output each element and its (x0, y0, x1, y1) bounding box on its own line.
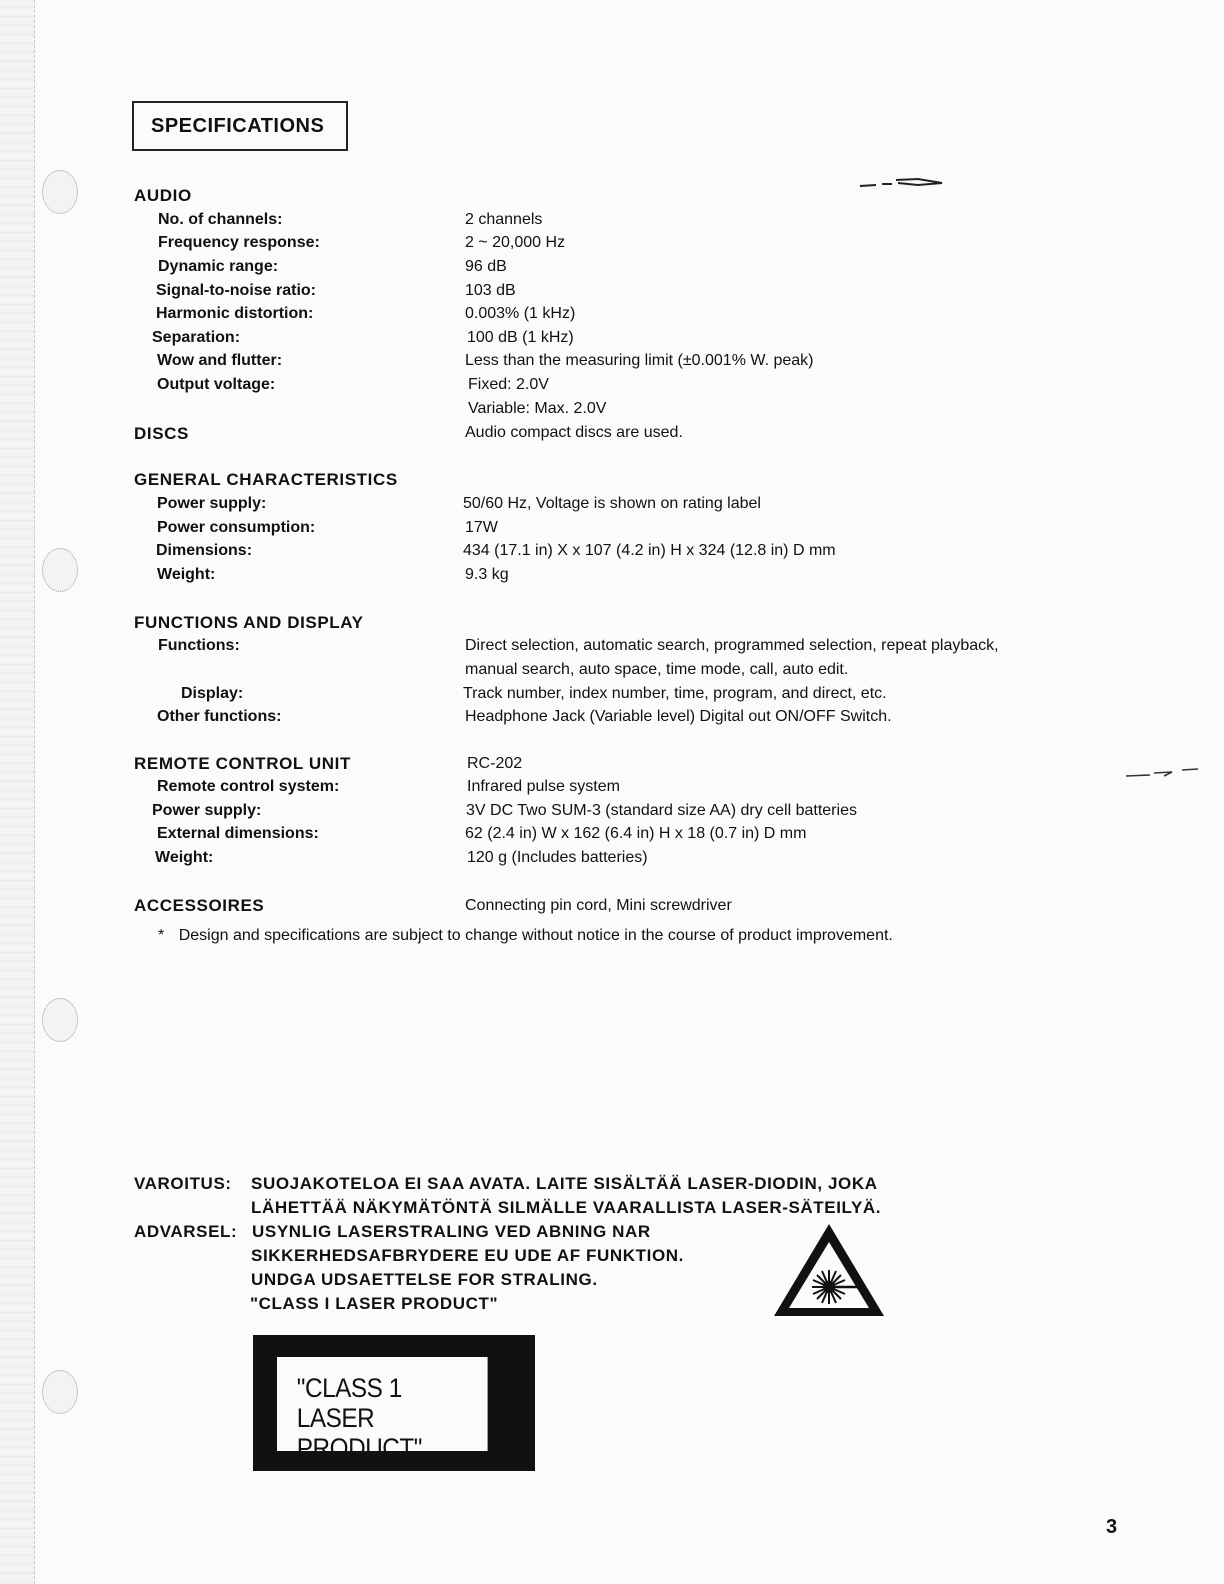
spec-value: 96 dB (465, 258, 507, 275)
warning-text: USYNLIG LASERSTRALING VED ABNING NAR (252, 1222, 651, 1241)
spec-label: Frequency response: (158, 234, 320, 251)
warning-label-varoitus: VAROITUS: (134, 1174, 232, 1193)
warning-text: "CLASS I LASER PRODUCT" (250, 1294, 499, 1313)
spec-value: 62 (2.4 in) W x 162 (6.4 in) H x 18 (0.7 in) D mm (465, 825, 807, 842)
spec-label: Power supply: (157, 495, 267, 512)
spec-value: Audio compact discs are used. (465, 424, 683, 441)
punch-hole (42, 548, 78, 592)
spec-label: Weight: (155, 849, 214, 866)
spec-value: 120 g (Includes batteries) (467, 849, 648, 866)
section-heading-remote: REMOTE CONTROL UNIT (134, 754, 351, 773)
spec-value: 434 (17.1 in) X x 107 (4.2 in) H x 324 (12.8 in) D mm (463, 542, 836, 559)
spec-value: Direct selection, automatic search, programmed selection, repeat playback, (465, 637, 999, 654)
spec-value: 9.3 kg (465, 566, 509, 583)
spec-value: Less than the measuring limit (±0.001% W. peak) (465, 352, 814, 369)
section-heading-discs: DISCS (134, 424, 189, 443)
punch-hole (42, 170, 78, 214)
spec-label: Output voltage: (157, 376, 276, 393)
binder-margin (0, 0, 35, 1584)
spec-label: Harmonic distortion: (156, 305, 314, 322)
footnote-text: Design and specifications are subject to change without notice in the course of product improvement. (178, 927, 893, 944)
warning-text: LÄHETTÄÄ NÄKYMÄTÖNTÄ SILMÄLLE VAARALLISTA LASER-SÄTEILYÄ. (251, 1198, 882, 1217)
scan-mark (1124, 762, 1200, 782)
spec-label: Dynamic range: (158, 258, 279, 275)
spec-label: Wow and flutter: (157, 352, 283, 369)
spec-label: Other functions: (157, 708, 282, 725)
page-title: SPECIFICATIONS (132, 101, 348, 151)
page-number: 3 (1106, 1516, 1118, 1538)
spec-value: Headphone Jack (Variable level) Digital out ON/OFF Switch. (465, 708, 892, 725)
spec-value: 0.003% (1 kHz) (465, 305, 576, 322)
section-heading-audio: AUDIO (134, 186, 192, 205)
footnote (158, 927, 893, 945)
laser-warning-triangle-icon (770, 1220, 888, 1320)
spec-label: Display: (181, 685, 244, 702)
spec-label: External dimensions: (157, 825, 319, 842)
warning-text: SUOJAKOTELOA EI SAA AVATA. LAITE SISÄLTÄÄ LASER-DIODIN, JOKA (251, 1174, 878, 1193)
spec-value: 3V DC Two SUM-3 (standard size AA) dry cell batteries (466, 802, 857, 819)
spec-value: manual search, auto space, time mode, call, auto edit. (465, 661, 849, 678)
warning-label-advarsel: ADVARSEL: (134, 1222, 238, 1241)
spec-value: Fixed: 2.0V (468, 376, 549, 393)
laser-label-line: LASER PRODUCT" (296, 1403, 422, 1463)
remote-model: RC-202 (467, 755, 523, 772)
spec-value: 100 dB (1 kHz) (467, 329, 574, 346)
spec-label: Weight: (157, 566, 216, 583)
spec-label: Remote control system: (157, 778, 340, 795)
footnote-marker: * (158, 927, 165, 944)
laser-label-line: "CLASS 1 (296, 1373, 402, 1403)
section-heading-accessories: ACCESSOIRES (134, 896, 265, 915)
spec-label: Dimensions: (156, 542, 253, 559)
section-heading-functions: FUNCTIONS AND DISPLAY (134, 613, 364, 632)
spec-value: 2 ~ 20,000 Hz (465, 234, 566, 251)
spec-label: Separation: (152, 329, 241, 346)
spec-label: No. of channels: (158, 211, 283, 228)
spec-label: Power consumption: (157, 519, 316, 536)
spec-value: Infrared pulse system (467, 778, 620, 795)
scan-mark (858, 172, 950, 192)
spec-value: Track number, index number, time, program, and direct, etc. (463, 685, 887, 702)
warning-text: UNDGA UDSAETTELSE FOR STRALING. (251, 1270, 598, 1289)
spec-value: 50/60 Hz, Voltage is shown on rating label (463, 495, 761, 512)
spec-value: Connecting pin cord, Mini screwdriver (465, 897, 732, 914)
spec-label: Functions: (158, 637, 240, 654)
section-heading-general: GENERAL CHARACTERISTICS (134, 470, 398, 489)
punch-hole (42, 1370, 78, 1414)
punch-hole (42, 998, 78, 1042)
spec-value: Variable: Max. 2.0V (468, 400, 607, 417)
spec-label: Power supply: (152, 802, 262, 819)
spec-value: 17W (465, 519, 498, 536)
class1-laser-label (253, 1335, 535, 1471)
spec-label: Signal-to-noise ratio: (156, 282, 316, 299)
spec-value: 103 dB (465, 282, 516, 299)
warning-text: SIKKERHEDSAFBRYDERE EU UDE AF FUNKTION. (251, 1246, 684, 1265)
laser-label-inner (277, 1357, 488, 1463)
spec-value: 2 channels (465, 211, 543, 228)
